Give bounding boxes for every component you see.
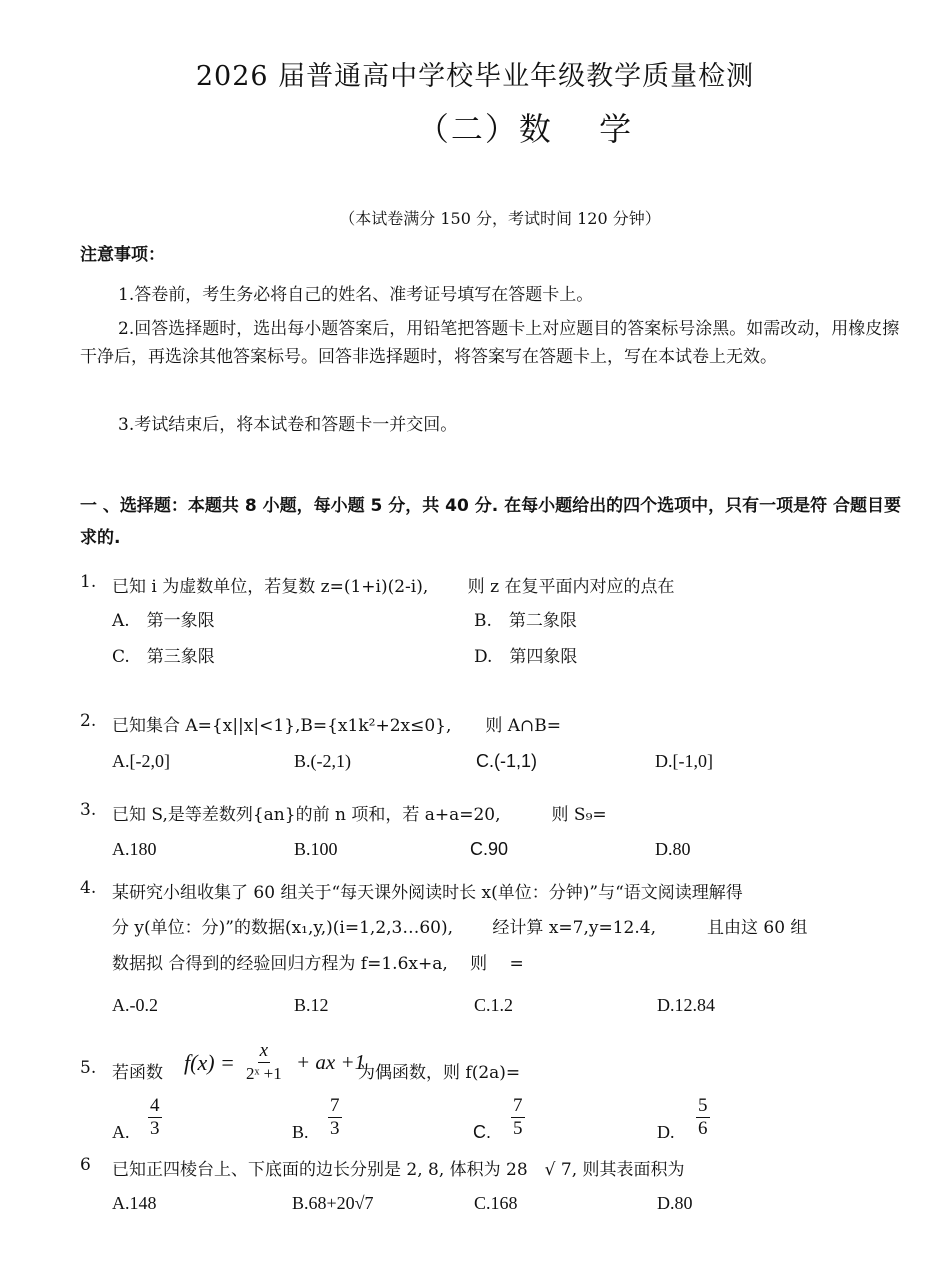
formula-lhs: f(x) = (184, 1050, 235, 1075)
question-5-option-c-value (511, 1095, 525, 1140)
option-c-denominator: 5 (513, 1118, 523, 1139)
question-1-option-c: C. 第三象限 (112, 647, 215, 667)
option-b-denominator: 3 (330, 1118, 340, 1139)
question-4-option-b: B.12 (294, 995, 329, 1015)
exam-title: 2026 届普通高中学校毕业年级教学质量检测 (195, 61, 755, 92)
question-6-option-d: D.80 (657, 1193, 693, 1213)
question-3-number: 3. (80, 800, 97, 820)
option-a-denominator: 3 (150, 1118, 160, 1139)
question-4-stem-line-2: 分 y(单位：分)”的数据(x₁,y,)(i=1,2,3…60), 经计算 x=7,y=12.4, 且由这 60 组 (112, 918, 808, 938)
question-4-stem-line-1: 某研究小组收集了 60 组关于“每天课外阅读时长 x(单位：分钟)”与“语文阅读理解得 (112, 883, 743, 903)
question-3-option-d: D.80 (655, 839, 691, 859)
question-5-option-b-label: B. (292, 1122, 309, 1142)
question-6-option-c: C.168 (474, 1193, 518, 1213)
exam-info: （本试卷满分 150 分，考试时间 120 分钟） (339, 209, 661, 228)
question-4-option-c: C.1.2 (474, 995, 514, 1015)
question-4-stem-line-3: 数据拟 合得到的经验回归方程为 f=1.6x+a, 则 = (112, 954, 524, 974)
question-6-stem: 已知正四棱台上、下底面的边长分别是 2, 8, 体积为 28 √ 7, 则其表面积为 (112, 1160, 685, 1180)
question-3-option-c: C.90 (470, 839, 509, 859)
question-5-option-d-value (696, 1095, 710, 1140)
question-5-option-c-label: C. (473, 1122, 491, 1142)
question-1-number: 1. (80, 572, 97, 592)
question-5-option-a-value (148, 1095, 162, 1140)
question-6-option-b: B.68+20√7 (292, 1193, 374, 1213)
question-4-option-d: D.12.84 (657, 995, 715, 1015)
question-4-option-a: A.-0.2 (112, 995, 158, 1015)
option-a-numerator: 4 (150, 1095, 160, 1116)
question-1-option-b: B. 第二象限 (474, 611, 577, 631)
formula-numerator: x (259, 1040, 269, 1061)
question-3-stem: 已知 S,是等差数列{an}的前 n 项和，若 a+a=20, 则 S₉= (112, 805, 607, 825)
question-2-option-d: D.[-1,0] (655, 751, 713, 771)
question-3-option-a: A.180 (112, 839, 157, 859)
section-heading: 一 、选择题：本题共 8 小题，每小题 5 分，共 40 分. 在每小题给出的四个选项中，只有一项是符 合题目要求的. (80, 496, 902, 548)
notice-heading: 注意事项： (80, 245, 165, 265)
question-5-formula (184, 1040, 364, 1088)
question-1-stem: 已知 i 为虚数单位，若复数 z=(1+i)(2-i), 则 z 在复平面内对应的点在 (112, 577, 675, 597)
question-5-option-d-label: D. (657, 1122, 675, 1142)
formula-fraction (246, 1040, 282, 1085)
question-2-option-a: A.[-2,0] (112, 751, 170, 771)
option-d-numerator: 5 (698, 1095, 708, 1116)
question-2-option-c: C.(-1,1) (476, 751, 538, 771)
question-2-number: 2. (80, 711, 97, 731)
exam-subject: （二）数 学 (416, 110, 634, 148)
option-d-denominator: 6 (698, 1118, 708, 1139)
notice-item-1: 1.答卷前，考生务必将自己的姓名、准考证号填写在答题卡上。 (118, 285, 594, 305)
question-1-option-d: D. 第四象限 (474, 647, 578, 667)
formula-rhs: + ax +1 (296, 1050, 366, 1074)
formula-denominator: 2ˣ +1 (246, 1064, 282, 1083)
question-5-stem-pre: 若函数 (112, 1063, 163, 1083)
question-3-option-b: B.100 (294, 839, 338, 859)
question-2-stem: 已知集合 A={x||x|<1},B={x1k²+2x≤0}, 则 A∩B= (112, 716, 562, 736)
question-2-option-b: B.(-2,1) (294, 751, 351, 771)
question-6-option-a: A.148 (112, 1193, 157, 1213)
question-1-option-a: A. 第一象限 (112, 611, 215, 631)
option-c-numerator: 7 (513, 1095, 523, 1116)
question-5-option-b-value (328, 1095, 342, 1140)
question-5-option-a-label: A. (112, 1122, 130, 1142)
question-5-number: 5. (80, 1058, 97, 1078)
notice-item-2: 2.回答选择题时，选出每小题答案后，用铅笔把答题卡上对应题目的答案标号涂黑。如需改动，用橡皮擦干净后，再选涂其他答案标号。回答非选择题时，将答案写在答题卡上，写在本试卷上无效。 (80, 319, 900, 367)
notice-item-3: 3.考试结束后，将本试卷和答题卡一并交回。 (118, 415, 458, 435)
question-5-stem-post: 为偶函数，则 f(2a)= (358, 1063, 521, 1083)
question-6-number: 6 (80, 1155, 91, 1175)
question-4-number: 4. (80, 878, 97, 898)
option-b-numerator: 7 (330, 1095, 340, 1116)
